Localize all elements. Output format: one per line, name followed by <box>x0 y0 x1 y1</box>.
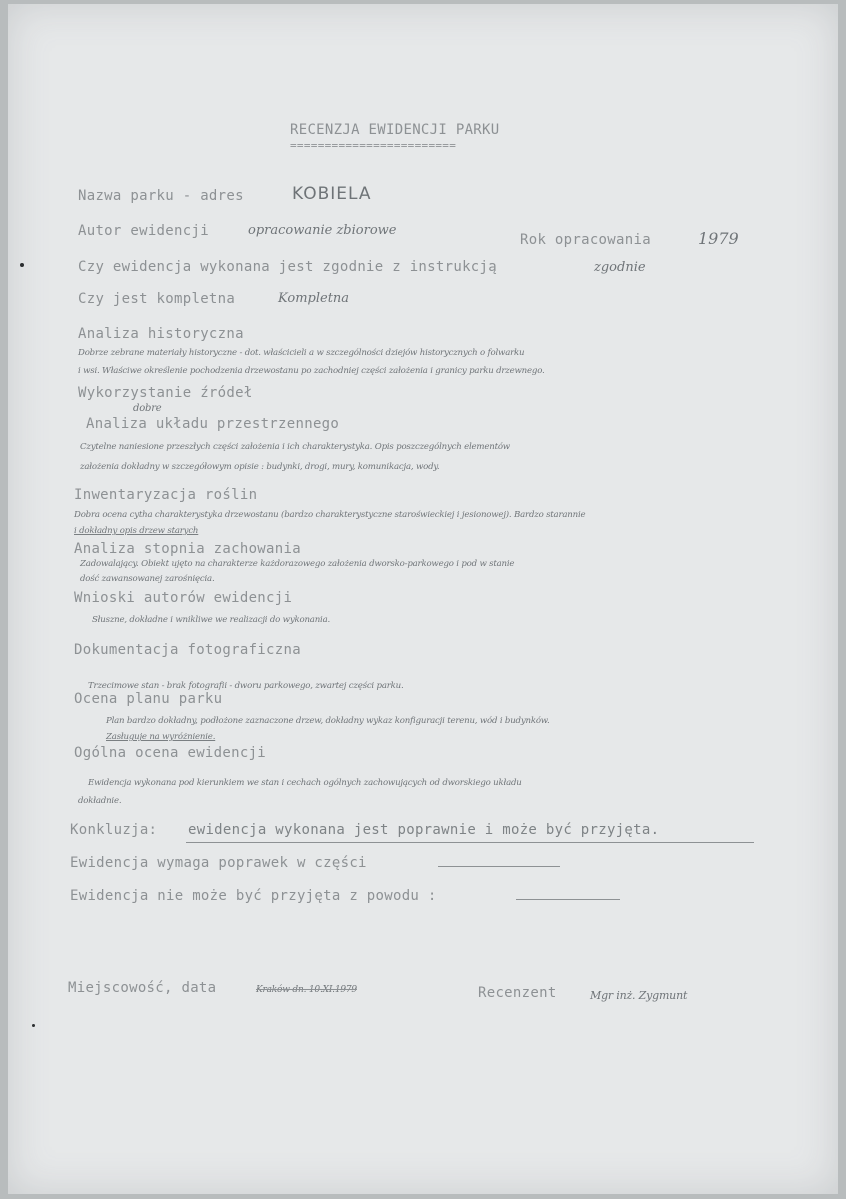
partial-label: Ewidencja wymaga poprawek w części <box>70 855 367 871</box>
spatial-line-2: założenia dokładny w szczegółowym opisie : budynki, drogi, mury, komunikacja, wody. <box>80 462 440 472</box>
place-date-value: Kraków dn. 10.XI.1979 <box>256 985 357 995</box>
plan-line-2: Zasługuje na wyróżnienie. <box>106 732 216 742</box>
place-date-label: Miejscowość, data <box>68 980 217 996</box>
complete-label: Czy jest kompletna <box>78 291 236 307</box>
overall-label: Ogólna ocena ewidencji <box>74 745 267 761</box>
spatial-line-1: Czytelne naniesione przeszłych części założenia i ich charakterystyka. Opis poszczególnych elementów <box>80 442 510 452</box>
plants-label: Inwentaryzacja roślin <box>74 487 258 503</box>
author-value: opracowanie zbiorowe <box>248 223 397 238</box>
plan-line-1: Plan bardzo dokładny, podłożone zaznaczone drzew, dokładny wykaz konfiguracji terenu, wód i budynków. <box>106 716 550 726</box>
historical-line-2: i wsi. Właściwe określenie pochodzenia drzewostanu po zachodniej części założenia i granicy parku drzewnego. <box>78 366 545 376</box>
binder-hole-mark <box>20 263 24 267</box>
photos-line-1: Trzecimowe stan - brak fotografii - dworu parkowego, zwartej części parku. <box>88 681 404 691</box>
overall-line-2: dokładnie. <box>78 796 122 806</box>
park-value: KOBIELA <box>292 184 372 204</box>
rejected-label: Ewidencja nie może być przyjęta z powodu : <box>70 888 437 904</box>
conclusions-line-1: Słuszne, dokładne i wnikliwe we realizacji do wykonania. <box>92 615 331 625</box>
park-label: Nazwa parku - adres <box>78 188 244 204</box>
reviewer-label: Recenzent <box>478 985 557 1001</box>
conclusion-label: Konkluzja: <box>70 822 158 838</box>
plan-label: Ocena planu parku <box>74 691 223 707</box>
year-label: Rok opracowania <box>520 232 651 248</box>
author-label: Autor ewidencji <box>78 223 209 239</box>
partial-blank <box>438 866 560 867</box>
sources-value: dobre <box>133 403 162 414</box>
historical-label: Analiza historyczna <box>78 326 244 342</box>
conclusion-value: ewidencja wykonana jest poprawnie i może być przyjęta. <box>188 822 660 838</box>
preservation-line-1: Zadowalający. Obiekt ujęto na charakterze każdorazowego założenia dworsko-parkowego i pod w stanie <box>80 559 515 569</box>
compliance-value: zgodnie <box>594 260 646 275</box>
conclusion-underline <box>186 842 754 843</box>
preservation-line-2: dość zawansowanej zarośnięcia. <box>80 574 215 584</box>
year-value: 1979 <box>698 229 739 248</box>
conclusions-label: Wnioski autorów ewidencji <box>74 590 293 606</box>
document-page <box>8 4 838 1194</box>
overall-line-1: Ewidencja wykonana pod kierunkiem we stan i cechach ogólnych zachowujących od dworskiego układu <box>88 778 522 788</box>
sources-label: Wykorzystanie źródeł <box>78 385 253 401</box>
historical-line-1: Dobrze zebrane materiały historyczne - dot. właścicieli a w szczególności dziejów historycznych o folwarku <box>78 348 525 358</box>
reviewer-signature: Mgr inż. Zygmunt <box>590 989 688 1002</box>
complete-value: Kompletna <box>278 291 350 306</box>
preservation-label: Analiza stopnia zachowania <box>74 541 301 557</box>
spatial-label: Analiza układu przestrzennego <box>86 416 340 432</box>
plants-line-1: Dobra ocena cytha charakterystyka drzewostanu (bardzo charakterystyczne staroświeckiej i jesionowej). Bardzo starannie <box>74 510 586 520</box>
title-rule: ======================== <box>290 139 457 152</box>
document-title: RECENZJA EWIDENCJI PARKU <box>290 122 500 138</box>
paper-speck <box>32 1024 35 1027</box>
plants-line-2: i dokładny opis drzew starych <box>74 526 199 536</box>
photos-label: Dokumentacja fotograficzna <box>74 642 301 658</box>
compliance-label: Czy ewidencja wykonana jest zgodnie z instrukcją <box>78 259 497 275</box>
rejected-blank <box>516 899 620 900</box>
